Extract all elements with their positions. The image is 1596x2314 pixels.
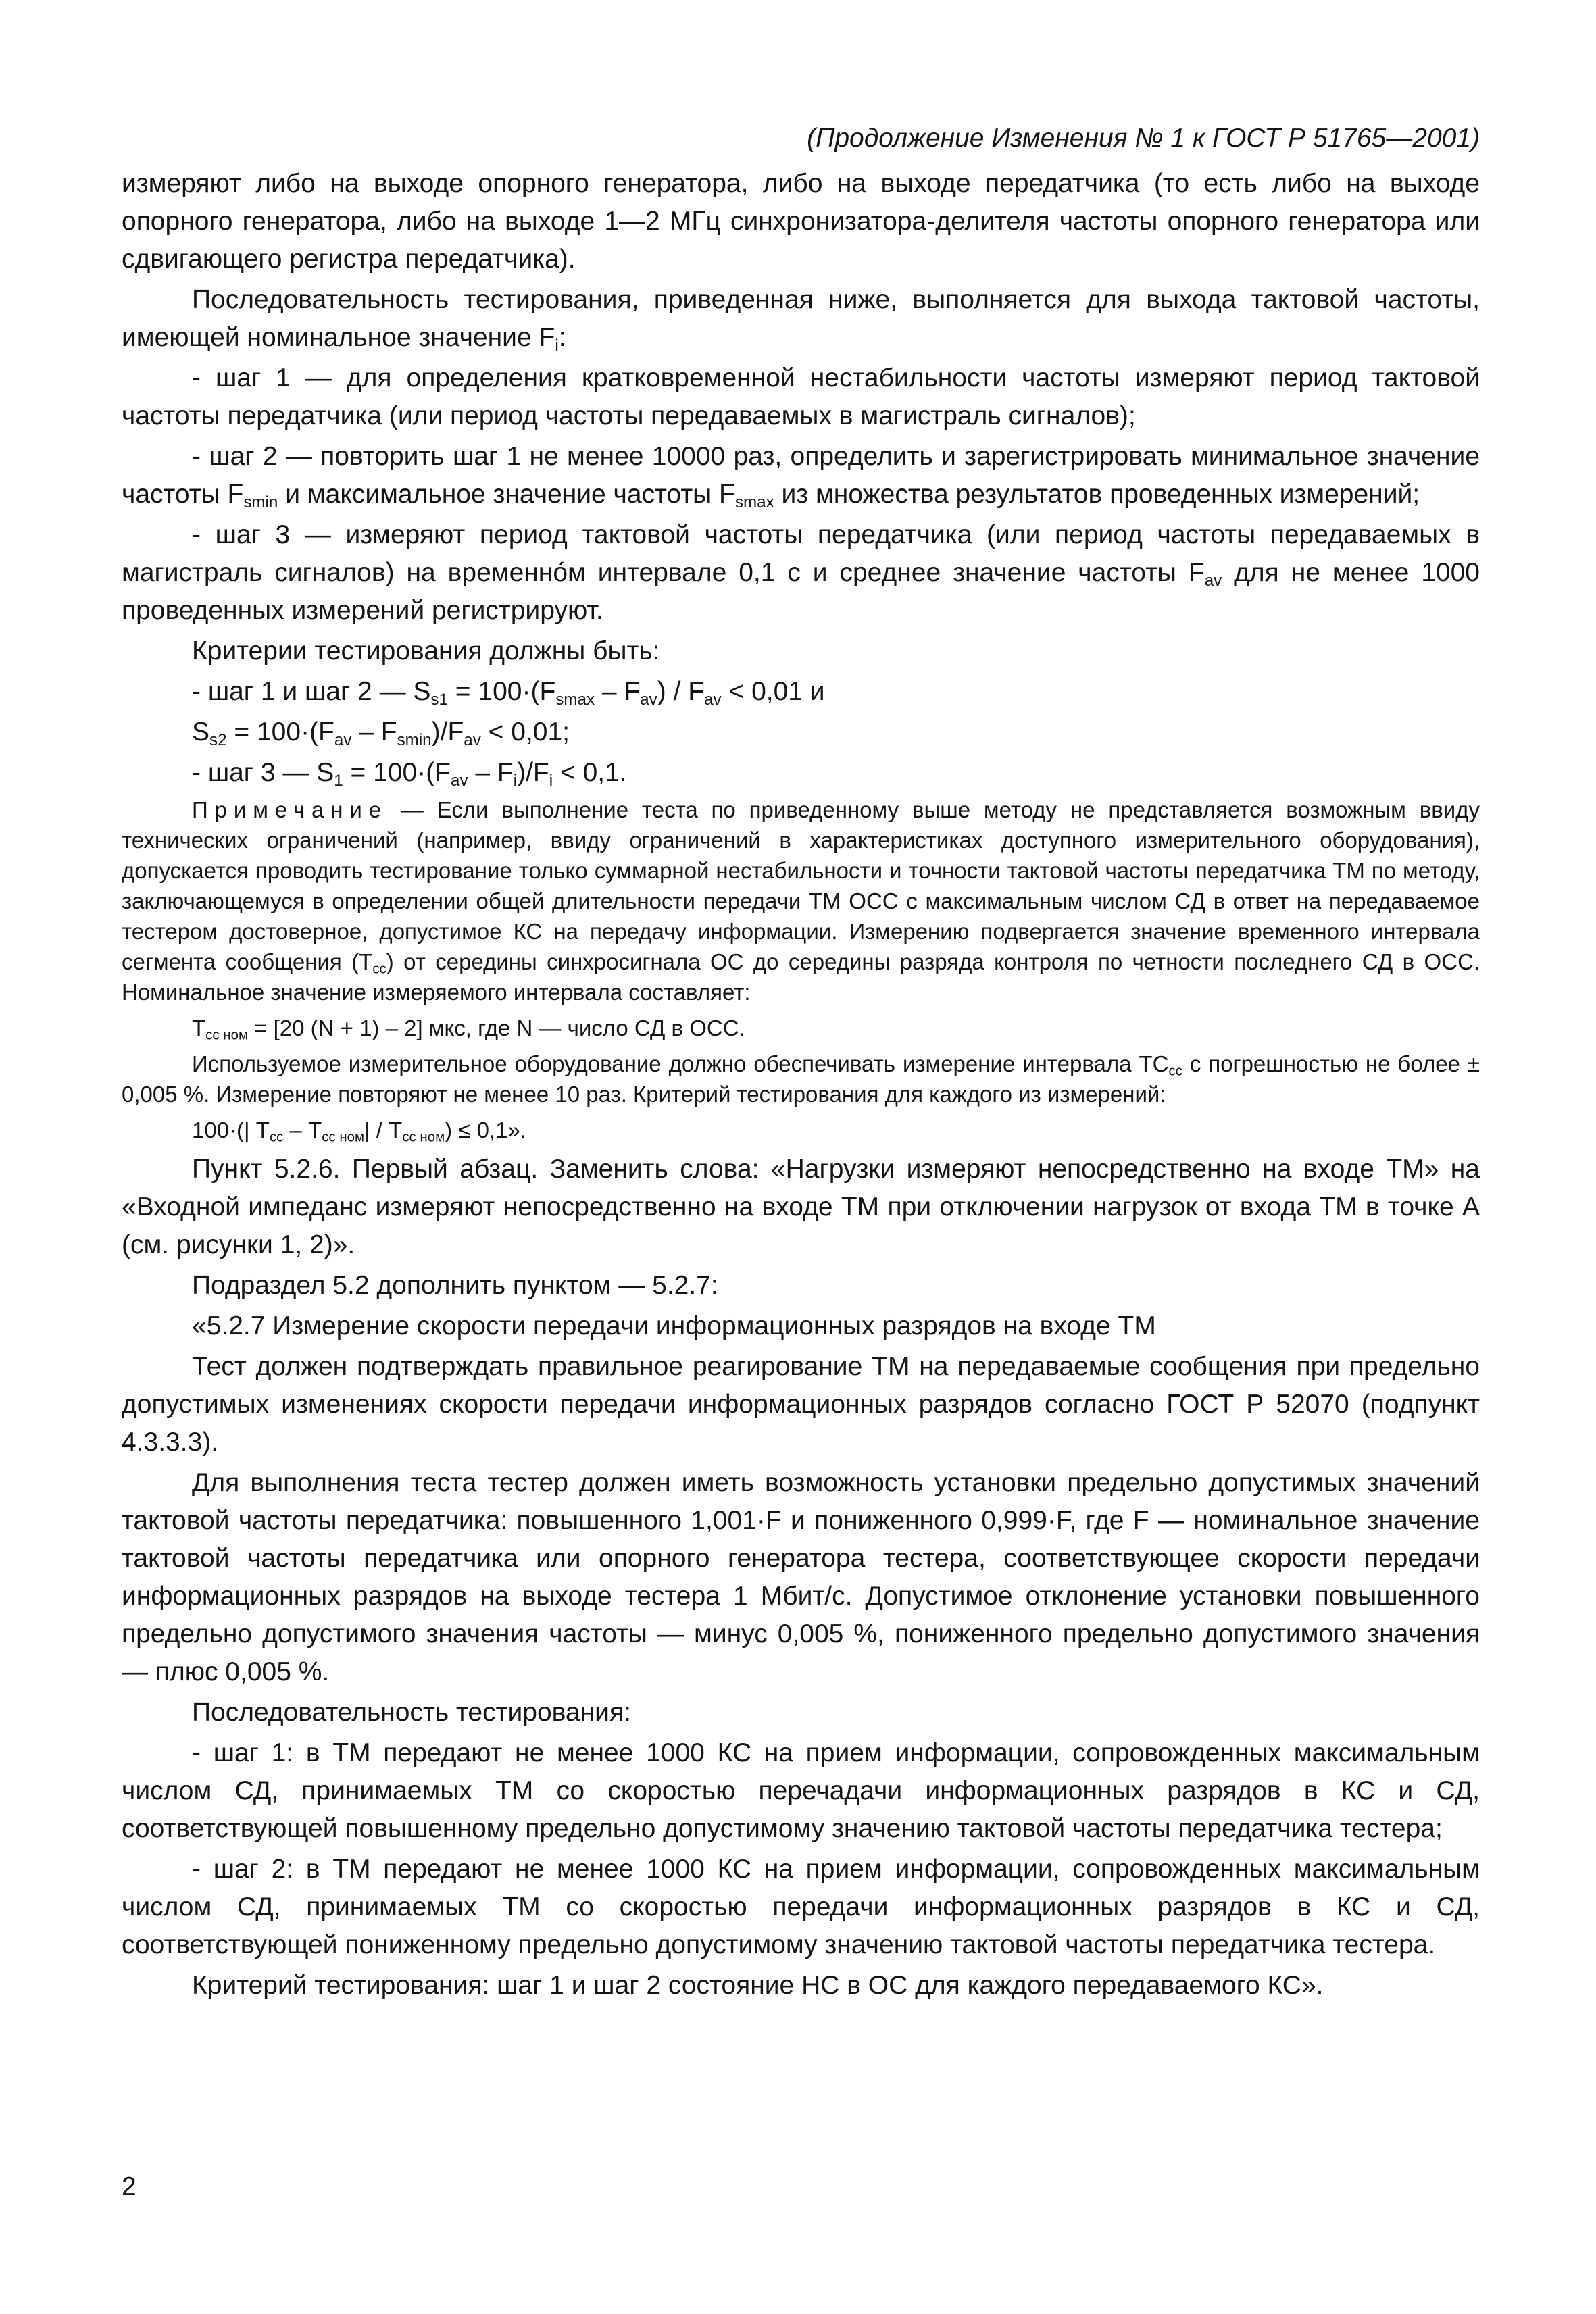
criteria-title: Критерии тестирования должны быть: [192,636,660,665]
step-2 [122,438,1480,513]
paragraph-sequence-intro-text: Последовательность тестирования, приведенная ниже, выполняется для выхода тактовой частоты, имеющей номинальное значение F [122,285,1480,352]
note-paragraph-2: Используемое измерительное оборудование должно обеспечивать измерение интервала $ТС_{сс}$ с погрешностью не более ± 0,005 %. Измерение повторяют не менее 10 раз. Критерий тестирования для каждого из измерений: [122,1051,1480,1107]
paragraph-sequence-intro [122,281,1480,357]
paragraph-526: Пункт 5.2.6. Первый абзац. Заменить слова: «Нагрузки измеряют непосредственно на входе ТМ» на «Входной импеданс измеряют непосредственно на входе ТМ при отключении нагрузок от входа ТМ в точке А (см. рисунки 1, 2)». [122,1155,1480,1259]
paragraph-step-2: - шаг 2: в ТМ передают не менее 1000 КС на прием информации, сопровожденных максимальным числом СД, принимаемых ТМ со скоростью передачи информационных разрядов в КС и СД, соответствующей пониженному предельно допустимому значению тактовой частоты передатчика тестера. [122,1855,1480,1959]
formula-step2b: $S_{s2} = 100\cdot(F_{av} - F_{smin})/F_{av} < 0,01$; [192,718,570,749]
note-label: Примечание [192,797,389,822]
punctuation: : [558,323,566,352]
section-527-title: «5.2.7 Измерение скорости передачи информационных разрядов на входе ТМ [192,1311,1156,1340]
subscript: smin [243,493,278,511]
paragraph-execution: Для выполнения теста тестер должен иметь возможность установки предельно допустимых значений тактовой частоты передатчика: повышенного 1,001·F и пониженного 0,999·F, где F — номинальное значение тактовой частоты передатчика или опорного генератора тестера, соответствующее скорости передачи информационных разрядов на выходе тестера 1 Мбит/с. Допустимое отклонение установки повышенного предельно допустимого значения частоты — минус 0,005 %, пониженного предельно допустимого значения — плюс 0,005 %. [122,1468,1480,1686]
paragraph-52: Подраздел 5.2 дополнить пунктом — 5.2.7: [192,1271,718,1300]
paragraph-sequence: Последовательность тестирования: [192,1698,631,1727]
formula-step3: - шаг 3 — $S_1 = 100\cdot(F_{av} - F_i)/F_i < 0,1$. [192,758,627,790]
formula-step1-2: - шаг 1 и шаг 2 — $S_{s1} = 100\cdot(F_{smax} - F_{av}) / F_{av} < 0,01$ и [192,677,825,709]
note-block [122,795,1480,1145]
note-formula-1: $Т_{сс ном} = [20$ (N + 1) – 2] мкс, где N — число СД в ОСС. [192,1015,745,1043]
step-1: - шаг 1 — для определения кратковременной нестабильности частоты измеряют период тактовой частоты передатчика (или период частоты передаваемых в магистраль сигналов); [122,363,1480,430]
page-header: (Продолжение Изменения № 1 к ГОСТ Р 51765—2001) [807,124,1480,153]
step-3-text-a: - шаг 3 — измеряют период тактовой частоты передатчика (или период частоты передаваемых в магистраль сигналов) на временно́м интервале 0,1 с и среднее значение частоты F [122,520,1480,587]
subscript: i [555,336,559,355]
document-body [122,165,1480,2005]
paragraph-step-1: - шаг 1: в ТМ передают не менее 1000 КС на прием информации, сопровожденных максимальным числом СД, принимаемых ТМ со скоростью перечадачи информационных разрядов в КС и СД, соответствующей повышенному предельно допустимому значению тактовой частоты передатчика тестера; [122,1738,1480,1843]
step-2-text-a: - шаг 2 — повторить шаг 1 не менее 10000 раз, определить и зарегистрировать минимальное значение частоты F [122,442,1480,509]
document-page [122,122,1480,2007]
step-2-text-b: и максимальное значение частоты F [278,480,735,509]
step-3-text-b: для не менее 1000 проведенных измерений регистрируют. [122,558,1480,625]
note-paragraph [122,795,1480,1007]
paragraph-continuation: измеряют либо на выходе опорного генератора, либо на выходе передатчика (то есть либо на выходе опорного генератора, либо на выходе 1—2 МГц синхронизатора-делителя частоты опорного генератора или сдвигающего регистра передатчика). [122,169,1480,274]
paragraph-test: Тест должен подтверждать правильное реагирование ТМ на передаваемые сообщения при предельно допустимых изменениях скорости передачи информационных разрядов согласно ГОСТ Р 52070 (подпункт 4.3.3.3). [122,1352,1480,1457]
note-text: — Если выполнение теста по приведенному выше методу не представляется возможным ввиду технических ограничений (например, ввиду ограничений в характеристиках доступного измерительного оборудования), допускается проводить тестирование только суммарной нестабильности и точности тактовой частоты передатчика ТМ по методу, заключающемуся в определении общей длительности передачи ТМ ОСС с максимальным числом СД в ответ на передаваемое тестером достоверное, допустимое КС на передачу информации. Измерению подвергается значение временного интервала сегмента сообщения $(Т_{сс})$ от середины синхросигнала ОС до середины разряда контроля по четности последнего СД в ОСС. Номинальное значение измеряемого интервала составляет: [122,797,1480,1005]
subscript: smax [734,493,774,511]
paragraph-criterion: Критерий тестирования: шаг 1 и шаг 2 состояние НС в ОС для каждого передаваемого КС». [192,1971,1324,2000]
subscript: av [1204,571,1222,590]
step-2-text-c: из множества результатов проведенных измерений; [774,480,1420,509]
page-number: 2 [122,2172,136,2201]
note-formula-2: 100·(| $Т_{сс} - Т_{сс ном}| / Т_{сс ном}) \le 0,1$». [192,1117,526,1145]
step-3 [122,516,1480,630]
